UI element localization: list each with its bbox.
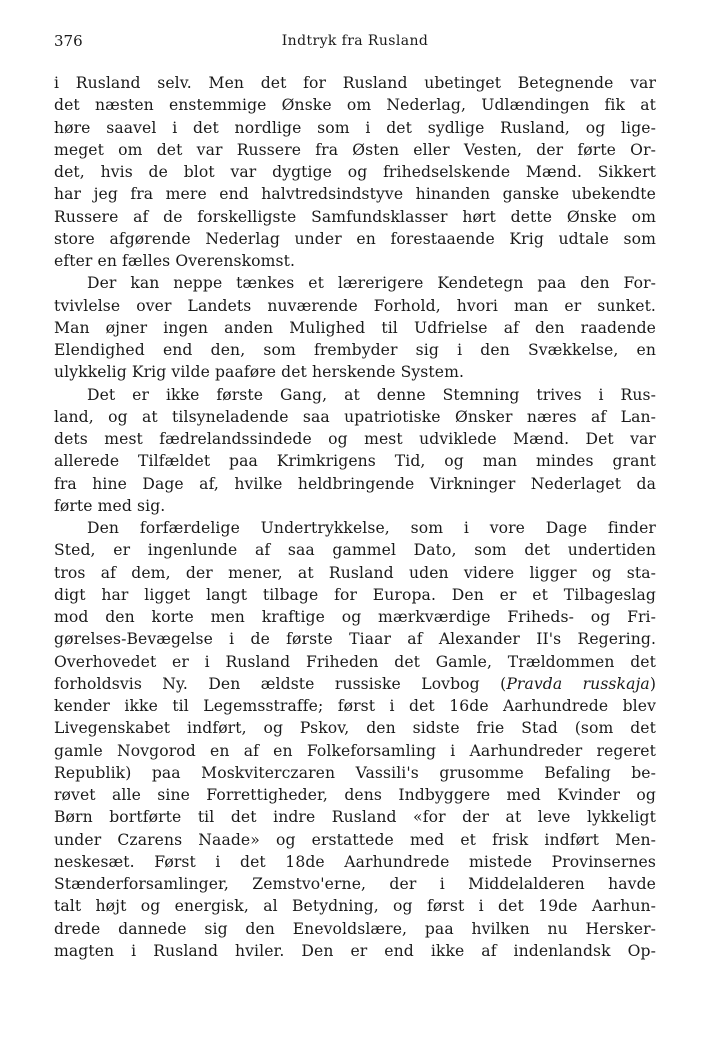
text-line: Der kan neppe tænkes et lærerigere Kendetegn paa den For- [87, 274, 656, 293]
text-line: Sted, er ingenlunde af saa gammel Dato, som det undertiden [54, 541, 656, 560]
text-line: drede dannede sig den Enevoldslære, paa hvilken nu Hersker- [54, 919, 656, 938]
text-line: efter en fælles Overenskomst. [54, 252, 296, 270]
text-line: meget om det var Russere fra Østen eller Vesten, der førte Or- [54, 140, 656, 159]
text-line [54, 673, 656, 695]
text-line: har jeg fra mere end halvtredsindstyve hinanden ganske ubekendte [54, 185, 656, 204]
text-line: neskesæt. Først i det 18de Aarhundrede mistede Provinsernes [54, 852, 656, 871]
body-text [54, 72, 656, 962]
text-line: Den forfærdelige Undertrykkelse, som i vore Dage finder [87, 519, 656, 537]
text-line: tvivlelse over Landets nuværende Forhold, hvori man er sunket. [54, 296, 656, 315]
text-line: land, og at tilsyneladende saa upatriotiske Ønsker næres af Lan- [54, 407, 656, 426]
text-line: Børn bortførte til det indre Rusland «for der at leve lykkeligt [54, 808, 656, 827]
text-line: Republik) paa Moskviterczaren Vassili's grusomme Befaling be- [54, 763, 656, 782]
text-run: forholdsvis Ny. Den ældste russiske Lovbog ( [54, 674, 507, 693]
text-line: Overhovedet er i Rusland Friheden det Gamle, Trældommen det [54, 652, 656, 671]
text-line: høre saavel i det nordlige som i det sydlige Rusland, og lige- [54, 118, 656, 137]
text-line: mod den korte men kraftige og mærkværdige Friheds- og Fri- [54, 608, 656, 626]
text-line: i Rusland selv. Men det for Rusland ubetinget Betegnende var [54, 74, 656, 92]
text-line: det næsten enstemmige Ønske om Nederlag, Udlændingen fik at [54, 96, 656, 115]
text-line: Livegenskabet indført, og Pskov, den sidste frie Stad (som det [54, 719, 656, 738]
text-run: ) [649, 674, 656, 693]
text-line: gørelses-Bevægelse i de første Tiaar af Alexander II's Regering. [54, 630, 656, 649]
text-line: under Czarens Naade» og erstattede med et frisk indført Men- [54, 830, 656, 849]
running-title: Indtryk fra Rusland [281, 33, 429, 49]
text-line: store afgørende Nederlag under en forestaaende Krig udtale som [54, 229, 656, 248]
text-line: ulykkelig Krig vilde paaføre det herskende System. [54, 363, 465, 382]
page-header [54, 32, 656, 58]
text-line: Stænderforsamlinger, Zemstvo'erne, der i Middelalderen havde [54, 875, 656, 893]
text-line: det, hvis de blot var dygtige og frihedselskende Mænd. Sikkert [54, 163, 656, 181]
text-line: Elendighed end den, som frembyder sig i den Svækkelse, en [54, 341, 656, 359]
page-number: 376 [54, 32, 83, 50]
text-line: Det er ikke første Gang, at denne Stemning trives i Rus- [87, 385, 656, 404]
text-line: fra hine Dage af, hvilke heldbringende Virkninger Nederlaget da [54, 474, 656, 493]
text-line: førte med sig. [54, 496, 166, 515]
text-line: digt har ligget langt tilbage for Europa. Den er et Tilbageslag [54, 585, 656, 604]
text-line: Man øjner ingen anden Mulighed til Udfrielse af den raadende [54, 318, 656, 337]
text-line: dets mest fædrelandssindede og mest udviklede Mænd. Det var [54, 430, 656, 448]
text-line: gamle Novgorod en af en Folkeforsamling i Aarhundreder regeret [54, 741, 656, 760]
italic-title: Pravda russkaja [506, 674, 650, 693]
text-line: allerede Tilfældet paa Krimkrigens Tid, og man mindes grant [54, 452, 656, 471]
text-line: kender ikke til Legemsstraffe; først i det 16de Aarhundrede blev [54, 697, 656, 715]
text-line: røvet alle sine Forrettigheder, dens Indbyggere med Kvinder og [54, 786, 656, 804]
text-line: talt højt og energisk, al Betydning, og først i det 19de Aarhun- [54, 897, 656, 916]
text-line: Russere af de forskelligste Samfundsklasser hørt dette Ønske om [54, 207, 656, 226]
text-line: magten i Rusland hviler. Den er end ikke af indenlandsk Op- [54, 941, 656, 960]
book-page [54, 32, 656, 962]
text-line: tros af dem, der mener, at Rusland uden videre ligger og sta- [54, 563, 656, 582]
